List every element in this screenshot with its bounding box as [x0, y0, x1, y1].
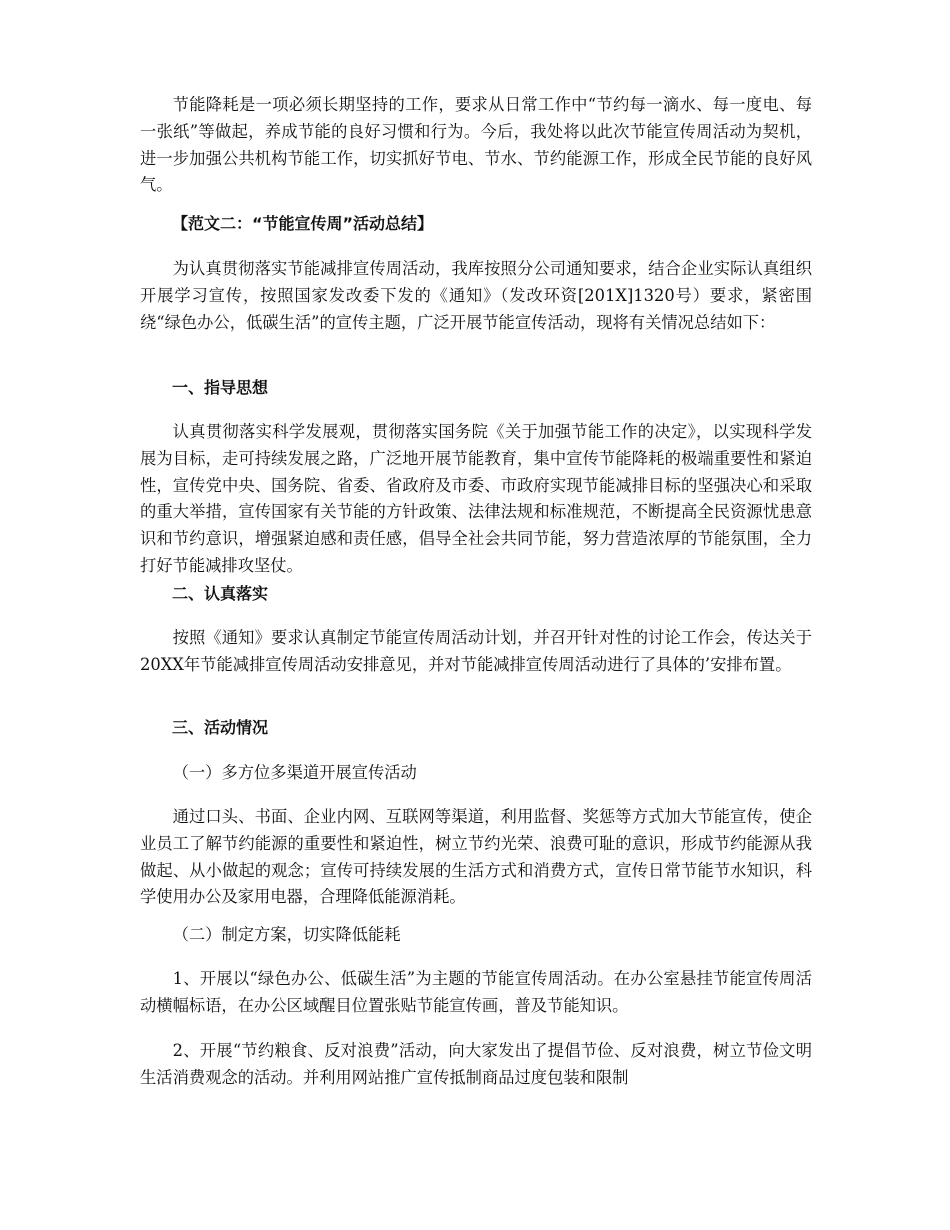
paragraph-food-saving-activity: 2、开展“节约粮食、反对浪费”活动，向大家发出了提倡节俭、反对浪费，树立节俭文明生活消费观念的活动。并利用网站推广宣传抵制商品过度包装和限制: [140, 1041, 812, 1087]
subheading-energy-reduction-plan: （二）制定方案，切实降低能耗: [172, 925, 401, 944]
paragraph-green-office-activity: 1、开展以“绿色办公、低碳生活”为主题的节能宣传周活动。在办公室悬挂节能宣传周活动横幅标语，在办公区域醒目位置张贴节能宣传画，普及节能知识。: [140, 969, 812, 1015]
paragraph-implementation: 按照《通知》要求认真制定节能宣传周活动计划，并召开针对性的讨论工作会，传达关于20XX年节能减排宣传周活动安排意见，并对节能减排宣传周活动进行了具体的’安排布置。: [140, 628, 812, 674]
paragraph-intro: 节能降耗是一项必须长期坚持的工作，要求从日常工作中“节约每一滴水、每一度电、每一张纸”等做起，养成节能的良好习惯和行为。今后，我处将以此次节能宣传周活动为契机，进一步加强公共机构节能工作，切实抓好节电、节水、节约能源工作，形成全民节能的良好风气。: [140, 95, 812, 195]
paragraph-guiding-ideology: 认真贯彻落实科学发展观，贯彻落实国务院《关于加强节能工作的决定》，以实现科学发展为目标，走可持续发展之路，广泛地开展节能教育，集中宣传节能降耗的极端重要性和紧迫性，宣传党中央、国务院、省委、省政府及市委、市政府实现节能减排目标的坚强决心和采取的重大举措，宣传国家有关节能的方针政策、法律法规和标准规范，不断提高全民资源忧患意识和节约意识，增强紧迫感和责任感，倡导全社会共同节能，努力营造浓厚的节能氛围，全力打好节能减排攻坚仗。: [140, 422, 812, 575]
section-title-sample-two: 【范文二：“节能宣传周”活动总结】: [172, 214, 434, 233]
heading-guiding-ideology: 一、指导思想: [172, 378, 269, 397]
paragraph-multichannel-publicity: 通过口头、书面、企业内网、互联网等渠道，利用监督、奖惩等方式加大节能宣传，使企业员工了解节约能源的重要性和紧迫性，树立节约光荣、浪费可耻的意识，形成节约能源从我做起、从小做起的观念；宣传可持续发展的生活方式和消费方式，宣传日常节能节水知识，科学使用办公及家用电器，合理降低能源消耗。: [140, 807, 812, 907]
heading-implementation: 二、认真落实: [172, 584, 269, 603]
paragraph-overview: 为认真贯彻落实节能减排宣传周活动，我库按照分公司通知要求，结合企业实际认真组织开展学习宣传，按照国家发改委下发的《通知》（发改环资[201X]1320号）要求，紧密围绕“绿色办公，低碳生活”的宣传主题，广泛开展节能宣传活动，现将有关情况总结如下：: [140, 259, 812, 332]
subheading-multichannel-publicity: （一）多方位多渠道开展宣传活动: [172, 763, 417, 782]
heading-activities: 三、活动情况: [172, 718, 269, 737]
